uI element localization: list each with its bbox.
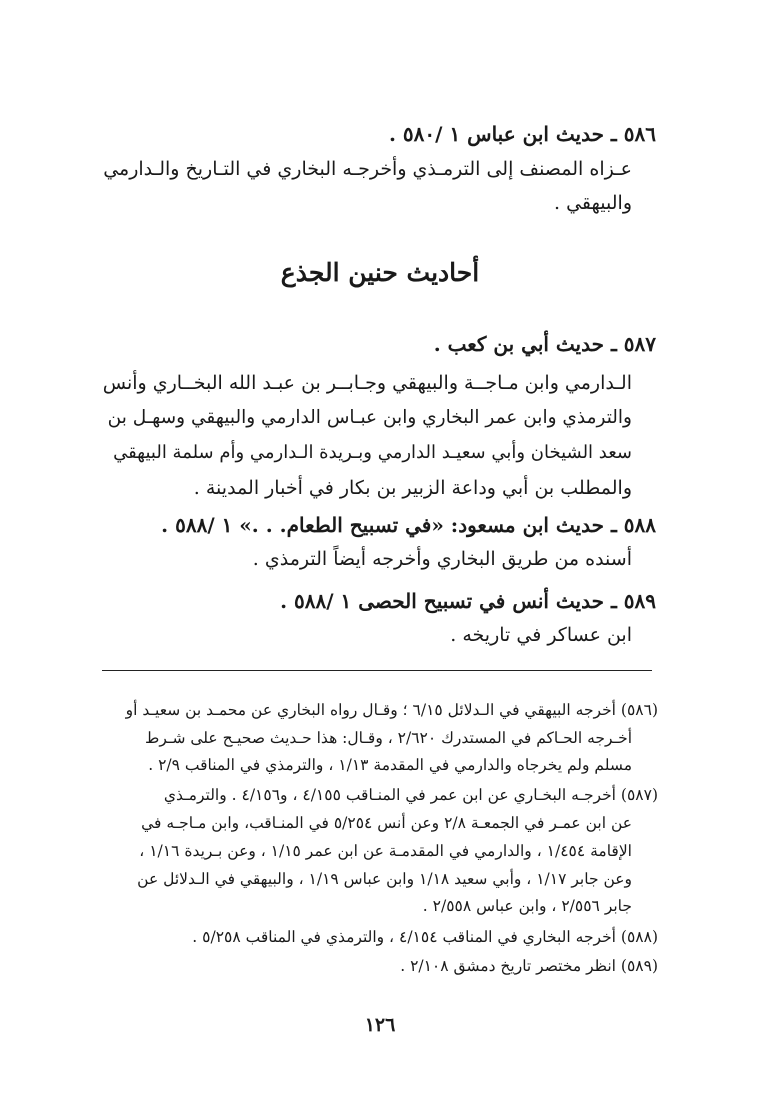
footnote-line: مسلم ولم يخرجاه والدارمي في المقدمة ١/١٣ ، والترمذي في المناقب ٢/٩ . — [148, 756, 632, 774]
entry-text-588-line-1: أسنده من طريق البخاري وأخرجه أيضاً الترمذي . — [252, 548, 632, 570]
entry-heading-587: ٥٨٧ ـ حديث أبي بن كعب . — [433, 332, 656, 356]
entry-heading-589: ٥٨٩ ـ حديث أنس في تسبيح الحصى ١ /٥٨٨ . — [280, 589, 656, 613]
entry-text-587-line-3: سعد الشيخان وأبي سعيـد الدارمي وبـريدة الـدارمي وأم سلمة البيهقي — [113, 442, 632, 463]
entry-heading-588: ٥٨٨ ـ حديث ابن مسعود: «في تسبيح الطعام. . .» ١ /٥٨٨ . — [161, 513, 656, 537]
footnote-line: أخـرجه الحـاكم في المستدرك ٢/٦٢٠ ، وقـال: هذا حـديث صحيـح على شـرط — [145, 729, 632, 747]
footnote-line: (٥٨٧) أخرجـه البخـاري عن ابن عمر في المنـاقب ٤/١٥٥ ، و٤/١٥٦ . والترمـذي — [163, 786, 658, 804]
footnote-line: جابر ٢/٥٥٦ ، وابن عباس ٢/٥٥٨ . — [422, 897, 632, 915]
footnote-line: الإقامة ١/٤٥٤ ، والدارمي في المقدمـة عن ابن عمر ١/١٥ ، وعن بـريدة ١/١٦ ، — [139, 842, 632, 860]
entry-text-589-line-1: ابن عساكر في تاريخه . — [450, 624, 632, 646]
entry-text-587-line-4: والمطلب بن أبي وداعة الزبير بن بكار في أخبار المدينة . — [193, 477, 632, 499]
footnote-line: وعن جابر ١/١٧ ، وأبي سعيد ١/١٨ وابن عباس ١/١٩ ، والبيهقي في الـدلائل عن — [137, 870, 632, 888]
footnote-line: (٥٨٨) أخرجه البخاري في المناقب ٤/١٥٤ ، والترمذي في المناقب ٥/٢٥٨ . — [192, 928, 658, 946]
footnote-line: (٥٨٦) أخرجه البيهقي في الـدلائل ٦/١٥ ؛ وقـال رواه البخاري عن محمـد بن سعيـد أو — [125, 701, 658, 719]
entry-text-586-line-2: والبيهقي . — [554, 192, 632, 214]
section-title: أحاديث حنين الجذع — [280, 258, 480, 287]
page-number: ١٢٦ — [364, 1014, 396, 1036]
footnote-line: (٥٨٩) انظر مختصر تاريخ دمشق ٢/١٠٨ . — [400, 957, 658, 975]
entry-text-586-line-1: عـزاه المصنف إلى الترمـذي وأخرجـه البخاري في التـاريخ والـدارمي — [103, 158, 632, 180]
entry-heading-586: ٥٨٦ ـ حديث ابن عباس ١ /٥٨٠ . — [388, 122, 656, 146]
entry-text-587-line-2: والترمذي وابن عمر البخاري وابن عبـاس الدارمي والبيهقي وسهـل بن — [107, 407, 632, 428]
footnote-line: عن ابن عمـر في الجمعـة ٢/٨ وعن أنس ٥/٢٥٤ في المنـاقب، وابن مـاجـه في — [141, 814, 632, 832]
entry-text-587-line-1: الـدارمي وابن مـاجــة والبيهقي وجـابــر بن عبـد الله البخــاري وأنس — [102, 372, 632, 394]
footnote-separator — [102, 670, 652, 671]
